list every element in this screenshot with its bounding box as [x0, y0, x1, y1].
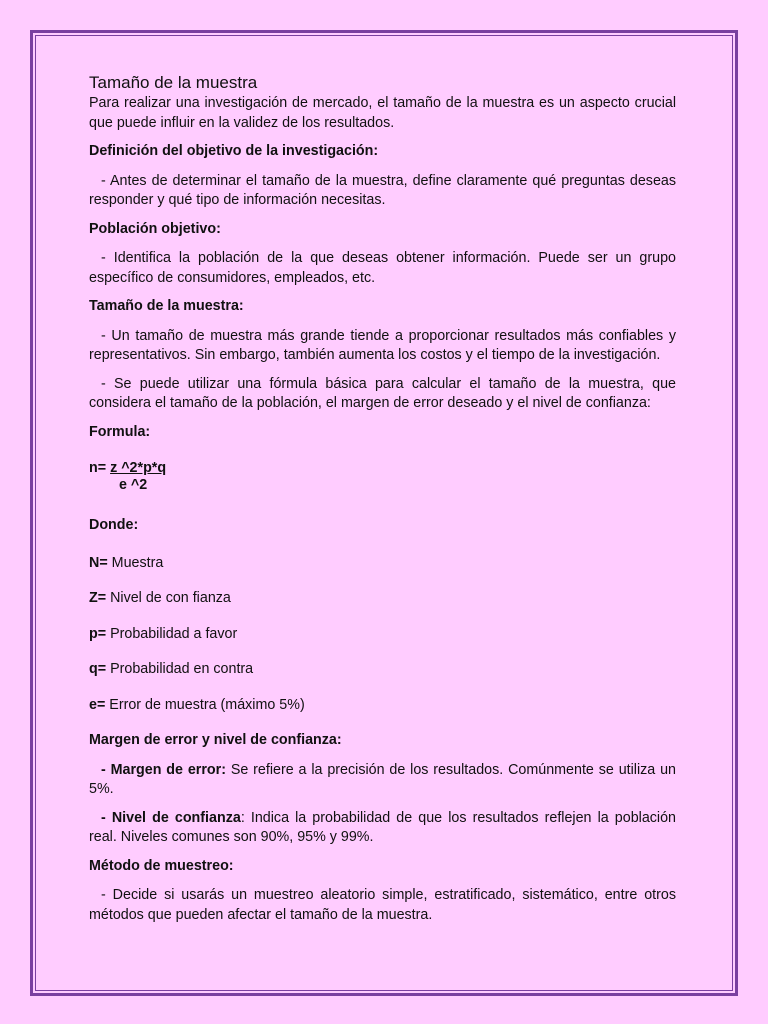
- section-heading-poblacion: Población objetivo:: [89, 220, 221, 237]
- formula-heading: Formula:: [89, 423, 151, 440]
- definition-term: p=: [89, 625, 107, 642]
- definition-desc: Muestra: [107, 554, 164, 571]
- formula-numerator: z ^2*p*q: [110, 460, 167, 476]
- section-heading-metodo: Método de muestreo:: [89, 857, 234, 874]
- document-body: [89, 72, 676, 934]
- definition-term: N=: [89, 554, 108, 571]
- definition-term: Z=: [89, 590, 107, 606]
- text-margen-error: Se refiere a la precisión de los resultados. Comúnmente se utiliza un 5%.: [89, 761, 676, 797]
- section-heading-tamano: Tamaño de la muestra:: [89, 298, 244, 314]
- document-title: Tamaño de la muestra: [89, 73, 258, 92]
- definition-item: [89, 660, 676, 680]
- definition-desc: Probabilidad en contra: [106, 661, 254, 677]
- definition-item: [89, 589, 676, 609]
- definition-item: [89, 696, 676, 716]
- section-text-tamano-1: - Un tamaño de muestra más grande tiende a proporcionar resultados más confiables y representativos. Sin embargo, también aumenta los costos y el tiempo de la investigación.: [89, 327, 676, 363]
- text-nivel-confianza: : Indica la probabilidad de que los resultados reflejen la población real. Niveles comunes son 90%, 95% y 99%.: [89, 809, 677, 845]
- formula-denominator: e ^2: [119, 477, 148, 493]
- section-text-objetivo: - Antes de determinar el tamaño de la muestra, define claramente qué preguntas deseas responder y qué tipo de información necesitas.: [89, 172, 676, 208]
- definition-term: e=: [89, 696, 106, 713]
- section-text-metodo: - Decide si usarás un muestreo aleatorio simple, estratificado, sistemático, entre otros métodos que pueden afectar el tamaño de la muestra.: [89, 887, 676, 923]
- section-text-margen-2: [89, 809, 676, 848]
- formula-lhs: n=: [89, 460, 107, 476]
- definition-item: [89, 625, 676, 645]
- section-text-poblacion: - Identifica la población de la que deseas obtener información. Puede ser un grupo específico de consumidores, empleados, etc.: [89, 250, 676, 286]
- section-text-margen-1: [89, 761, 676, 800]
- term-nivel-confianza: - Nivel de confianza: [101, 809, 241, 826]
- section-heading-objetivo: Definición del objetivo de la investigación:: [89, 143, 379, 159]
- donde-heading: Donde:: [89, 517, 139, 533]
- definition-item: [89, 554, 676, 574]
- formula: [89, 460, 676, 494]
- definition-desc: Nivel de con fianza: [106, 590, 231, 606]
- intro-paragraph: Para realizar una investigación de mercado, el tamaño de la muestra es un aspecto crucial que puede influir en la validez de los resultados.: [89, 95, 676, 131]
- definition-desc: Probabilidad a favor: [106, 625, 238, 642]
- section-text-tamano-2: - Se puede utilizar una fórmula básica para calcular el tamaño de la muestra, que considera el tamaño de la población, el margen de error deseado y el nivel de confianza:: [89, 375, 676, 411]
- definition-term: q=: [89, 661, 107, 677]
- section-heading-margen: Margen de error y nivel de confianza:: [89, 732, 342, 748]
- term-margen-error: - Margen de error:: [101, 761, 226, 778]
- definition-desc: Error de muestra (máximo 5%): [105, 696, 305, 713]
